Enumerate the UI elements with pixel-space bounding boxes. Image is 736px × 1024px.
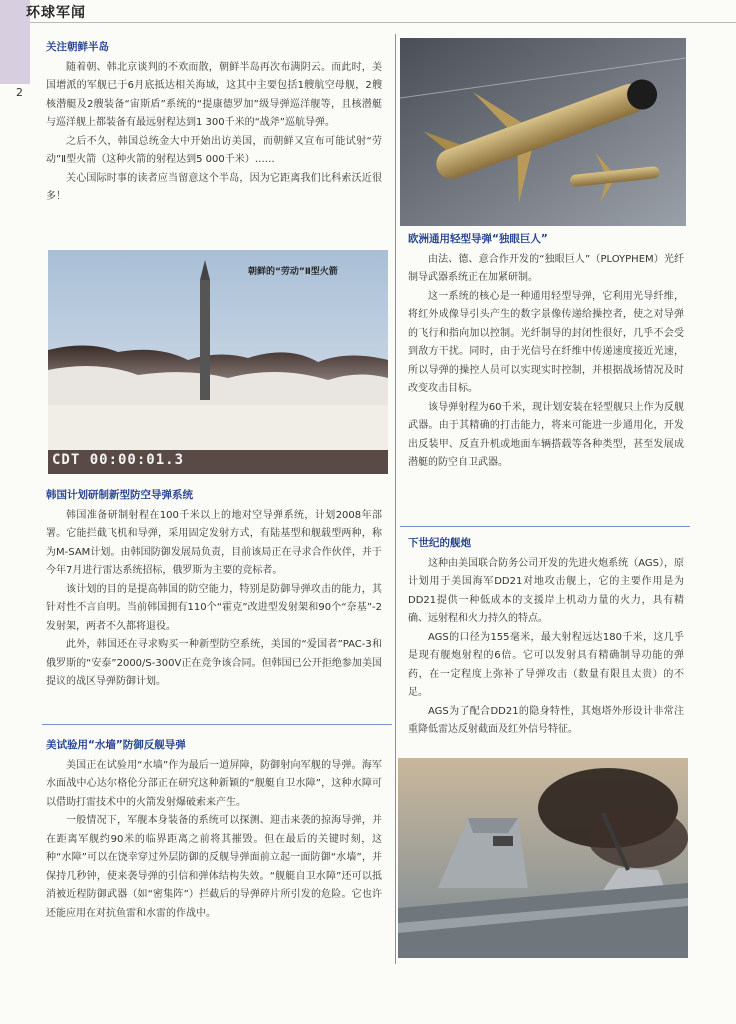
article-title: 关注朝鲜半岛 (46, 41, 109, 53)
header-rule (30, 22, 736, 23)
article-korea-air-defense (46, 486, 382, 692)
article-paragraph: 这种由美国联合防务公司开发的先进火炮系统（AGS），原计划用于美国海军DD21对地攻击舰上，它的主要作用是为DD21提供一种低成本的支援岸上机动力量的火力，具有精确、远射程和火力持久的特点。 (408, 557, 684, 624)
article-paragraph: 此外，韩国还在寻求购买一种新型防空系统，美国的“爱国者”PAC-3和俄罗斯的“安泰”2000/S-300V正在竞争该合同。但韩国已公开拒绝参加美国提议的战区导弹防御计划。 (46, 639, 382, 687)
article-paragraph: 一般情况下，军舰本身装备的系统可以探测、迎击来袭的掠海导弹，并在距离军舰约90米的临界距离之前将其摧毁。但在最后的关键时刻，这种“水障”可以在饶幸穿过外层防御的反舰导弹面前立起一面防御“水墙”，并保持几秒钟，使来袭导弹的引信和弹体结构失效。“舰艇自卫水障”还可以抵消被近程防御武器（如“密集阵”）拦截后的导弹碎片所引发的危险。它也许还能应用在对抗鱼雷和水雷的作战中。 (46, 815, 382, 919)
article-water-wall (46, 736, 382, 923)
article-paragraph: 随着朝、韩北京谈判的不欢而散，朝鲜半岛再次布满阴云。而此时，美国增派的军舰已于6月底抵达相关海域，这其中主要包括1艘航空母舰，2艘核潜艇及2艘装备“宙斯盾”系统的“提康德罗加”级导弹巡洋舰等，且核潜艇与巡洋舰上都装备有最远射程达到1 300千米的“战斧”巡航导弹。 (46, 61, 382, 128)
section-divider (400, 526, 690, 527)
page-number: 2 (16, 86, 23, 99)
article-paragraph: 该导弹射程为60千米，现计划安装在轻型舰只上作为反舰武器。由于其精确的打击能力，将来可能进一步通用化，开发出反装甲、反直升机或地面车辆搭载等各种类型，甚至发展成潜艇的防空自卫武器。 (408, 401, 684, 468)
article-paragraph: 关心国际时事的读者应当留意这个半岛，因为它距离我们比科索沃近很多！ (46, 172, 382, 202)
page-header (0, 0, 736, 24)
article-title: 下世纪的舰炮 (408, 537, 471, 549)
article-paragraph: 这一系统的核心是一种通用轻型导弹，它利用光导纤维，将红外成像导引头产生的数字景像传递给操控者，使之对导弹的飞行和指向加以控制。光纤制导的封闭性很好，几乎不会受到敌方干扰。同时，由于光信号在纤维中传递速度接近光速，所以导弹的操控人员可以实现实时控制，并根据战场情况及时改变攻击目标。 (408, 290, 684, 394)
photo-caption: 朝鲜的“劳动”Ⅱ型火箭 (248, 267, 338, 277)
article-paragraph: 该计划的目的是提高韩国的防空能力，特别是防御导弹攻击的能力，其针对性不言自明。当前韩国拥有110个“霍克”改进型发射架和90个“奈基”-2发射架，两者不久都将退役。 (46, 583, 382, 632)
stealth-ship-gun-image (398, 758, 688, 958)
column-divider (395, 34, 396, 964)
section-title: 环球军闻 (26, 5, 86, 21)
article-title: 美试验用“水墙”防御反舰导弹 (46, 739, 186, 751)
section-divider (42, 724, 392, 725)
article-paragraph: AGS为了配合DD21的隐身特性，其炮塔外形设计非常注重降低雷达反射截面及红外信号特征。 (408, 705, 684, 735)
rocket-launch-photo (48, 250, 388, 474)
article-paragraph: 由法、德、意合作开发的“独眼巨人”（PLOYPHEM）光纤制导武器系统正在加紧研制。 (408, 253, 684, 283)
article-naval-gun (408, 534, 684, 740)
article-paragraph: 之后不久，韩国总统金大中开始出访美国，而朝鲜又宣布可能试射“劳动”Ⅱ型火箭（这种火箭的射程达到5 000千米）…… (46, 135, 382, 165)
article-paragraph: 美国正在试验用“水墙”作为最后一道屏障，防御射向军舰的导弹。海军水面战中心达尔格伦分部正在研究这种新颖的“舰艇自卫水障”，这种水障可以借助打雷技术中的火箭发射爆破索来产生。 (46, 759, 382, 808)
article-paragraph: AGS的口径为155毫米，最大射程远达180千米，这几乎是现有舰炮射程的6倍。它可以发射具有精确制导功能的弹药，在一定程度上弥补了导弹攻击（数量有限且太贵）的不足。 (408, 631, 684, 698)
article-korea-peninsula (46, 38, 382, 207)
missile-render-image (400, 38, 686, 226)
article-polyphem-missile (408, 230, 684, 473)
article-title: 韩国计划研制新型防空导弹系统 (46, 489, 193, 501)
article-paragraph: 韩国准备研制射程在100千米以上的地对空导弹系统，计划2008年部署。它能拦截飞机和导弹，采用固定发射方式，有陆基型和舰载型两种，称为M-SAM计划。由韩国防御发展局负责，目前该局正在寻求合作伙伴，并于今年7月进行雷达系统招标，俄罗斯为主要的竞标者。 (46, 509, 382, 576)
article-title: 欧洲通用轻型导弹“独眼巨人” (408, 233, 548, 245)
video-timecode: CDT 00:00:01.3 (52, 452, 185, 468)
